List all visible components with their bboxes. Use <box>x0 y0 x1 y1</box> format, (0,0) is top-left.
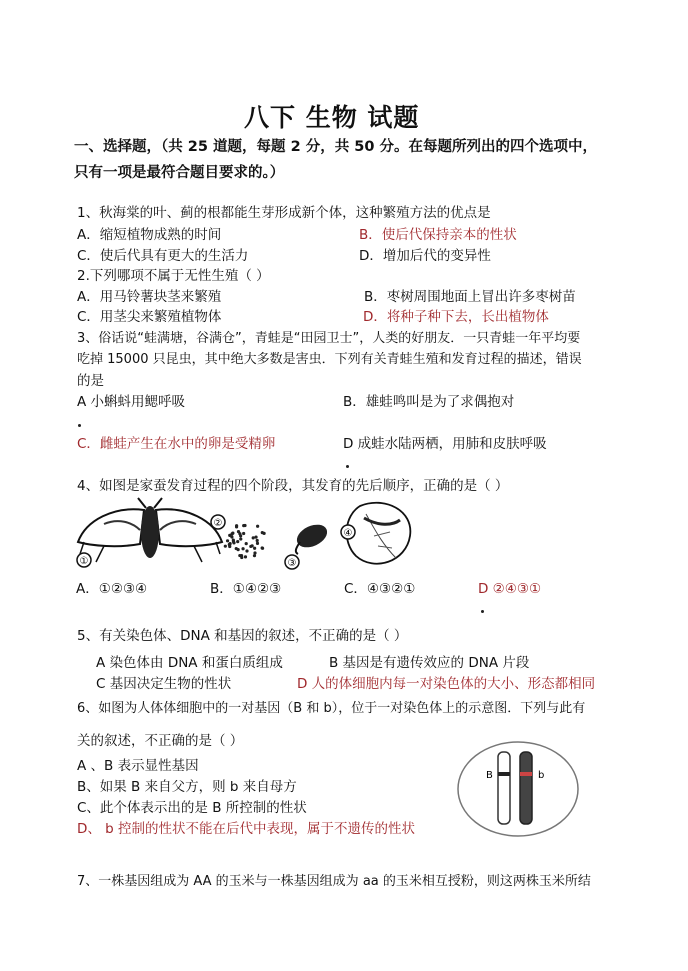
egg-dot <box>256 539 259 542</box>
chromosome-left <box>498 752 510 824</box>
q6-stem-line1: 6、如图为人体体细胞中的一对基因（B 和 b），位于一对染色体上的示意图．下列与此有 <box>77 701 586 716</box>
q6-option-d: D、 b 控制的性状不能在后代中表现，属于不遗传的性状 <box>77 821 416 837</box>
q1-stem: 1、秋海棠的叶、蓟的根都能生芽形成新个体，这种繁殖方法的优点是 <box>77 205 491 221</box>
gene-band-B <box>498 772 510 776</box>
fig-label-2: ② <box>213 518 223 529</box>
fig-label-B: B <box>486 770 493 781</box>
q3-dot-mark <box>78 424 81 427</box>
egg-dot <box>226 539 229 542</box>
q3-stem-line3: 的是 <box>77 373 104 389</box>
egg-dot <box>229 542 232 545</box>
egg-dot <box>224 545 227 548</box>
egg-dot <box>245 542 248 545</box>
larva-on-leaf-icon <box>347 503 411 564</box>
q3-option-b: B．雄蛙鸣叫是为了求偶抱对 <box>343 394 515 410</box>
q4-dot-mark <box>481 610 484 613</box>
q6-option-a: A 、B 表示显性基因 <box>77 758 199 774</box>
fig-label-3: ③ <box>287 558 297 569</box>
egg-dot <box>253 547 256 550</box>
egg-dot <box>256 525 259 528</box>
q1-option-d: D．增加后代的变异性 <box>359 248 491 264</box>
q3-dot-mark-2 <box>346 465 349 468</box>
egg-dot <box>237 548 240 551</box>
q2-stem: 2.下列哪项不属于无性生殖（ ） <box>77 268 270 284</box>
egg-dot <box>253 551 256 554</box>
q2-option-a: A．用马铃薯块茎来繁殖 <box>77 289 222 305</box>
q3-option-a: A 小蝌蚪用鳃呼吸 <box>77 394 186 410</box>
fig-label-1: ① <box>79 556 89 567</box>
page-title: 八下 生物 试题 <box>244 103 420 132</box>
moth-icon <box>78 498 222 562</box>
q6-option-c: C、此个体表示出的是 B 所控制的性状 <box>77 800 307 816</box>
egg-dot <box>232 540 235 543</box>
silkworm-stages-figure <box>74 496 414 574</box>
q1-option-b: B．使后代保持亲本的性状 <box>359 227 517 243</box>
q5-option-c: C 基因决定生物的性状 <box>96 676 232 692</box>
egg-dot <box>242 524 245 527</box>
q4-stem: 4、如图是家蚕发育过程的四个阶段，其发育的先后顺序，正确的是（ ） <box>77 478 509 494</box>
q5-option-b: B 基因是有遗传效应的 DNA 片段 <box>329 655 530 671</box>
q1-option-c: C．使后代具有更大的生活力 <box>77 248 249 264</box>
q2-option-c: C．用茎尖来繁殖植物体 <box>77 309 222 325</box>
chromosome-pair-figure <box>456 740 580 838</box>
egg-dot <box>249 545 252 548</box>
gene-band-b <box>520 772 532 776</box>
egg-dot <box>261 547 264 550</box>
q5-option-a: A 染色体由 DNA 和蛋白质组成 <box>96 655 283 671</box>
egg-dot <box>254 536 257 539</box>
egg-dot <box>230 535 233 538</box>
section-header-line2: 只有一项是最符合题目要求的。） <box>74 165 285 181</box>
q3-stem-line1: 3、俗话说“蛙满塘，谷满仓”，青蛙是“田园卫士”，人类的好朋友．一只青蛙一年平均要 <box>77 331 581 346</box>
egg-dot <box>253 554 256 557</box>
chromosome-right <box>520 752 532 824</box>
egg-dot <box>241 547 244 550</box>
q4-option-d: D ②④③① <box>478 581 542 597</box>
egg-dot <box>261 531 264 534</box>
q7-stem: 7、一株基因组成为 AA 的玉米与一株基因组成为 aa 的玉米相互授粉，则这两株玉米所结 <box>77 874 591 889</box>
egg-dot <box>236 540 239 543</box>
q4-option-b: B．①④②③ <box>210 581 282 597</box>
egg-dot <box>231 532 234 535</box>
q5-stem: 5、有关染色体、DNA 和基因的叙述，不正确的是（ ） <box>77 628 408 644</box>
q6-option-b: B、如果 B 来自父方，则 b 来自母方 <box>77 779 297 795</box>
pupa-icon <box>293 520 330 554</box>
egg-dot <box>242 532 245 535</box>
egg-dot <box>245 549 248 552</box>
egg-dot <box>256 542 259 545</box>
q5-option-d: D 人的体细胞内每一对染色体的大小、形态都相同 <box>297 676 596 692</box>
section-header-line1: 一、选择题，（共 25 道题，每题 2 分，共 50 分。在每题所列出的四个选项中， <box>74 139 597 155</box>
q4-option-a: A．①②③④ <box>76 581 148 597</box>
q6-stem-line2: 关的叙述，不正确的是（ ） <box>77 733 244 749</box>
egg-dot <box>239 537 242 540</box>
q1-option-a: A．缩短植物成熟的时间 <box>77 227 222 243</box>
egg-dot <box>252 536 255 539</box>
q3-stem-line2: 吃掉 15000 只昆虫，其中绝大多数是害虫．下列有关青蛙生殖和发育过程的描述，错误 <box>77 352 582 367</box>
q4-option-c: C．④③②① <box>344 581 416 597</box>
egg-dot <box>240 556 243 559</box>
q2-option-d: D．将种子种下去，长出植物体 <box>363 309 549 325</box>
q3-option-c: C．雌蛙产生在水中的卵是受精卵 <box>77 436 276 452</box>
egg-dot <box>235 524 238 527</box>
egg-dot <box>237 530 240 533</box>
q3-option-d: D 成蛙水陆两栖，用肺和皮肤呼吸 <box>343 436 547 452</box>
egg-dot <box>244 555 247 558</box>
eggs-icon <box>224 524 266 559</box>
q2-option-b: B．枣树周围地面上冒出许多枣树苗 <box>364 289 576 305</box>
fig-label-4: ④ <box>343 528 353 539</box>
fig-label-b: b <box>538 770 545 781</box>
